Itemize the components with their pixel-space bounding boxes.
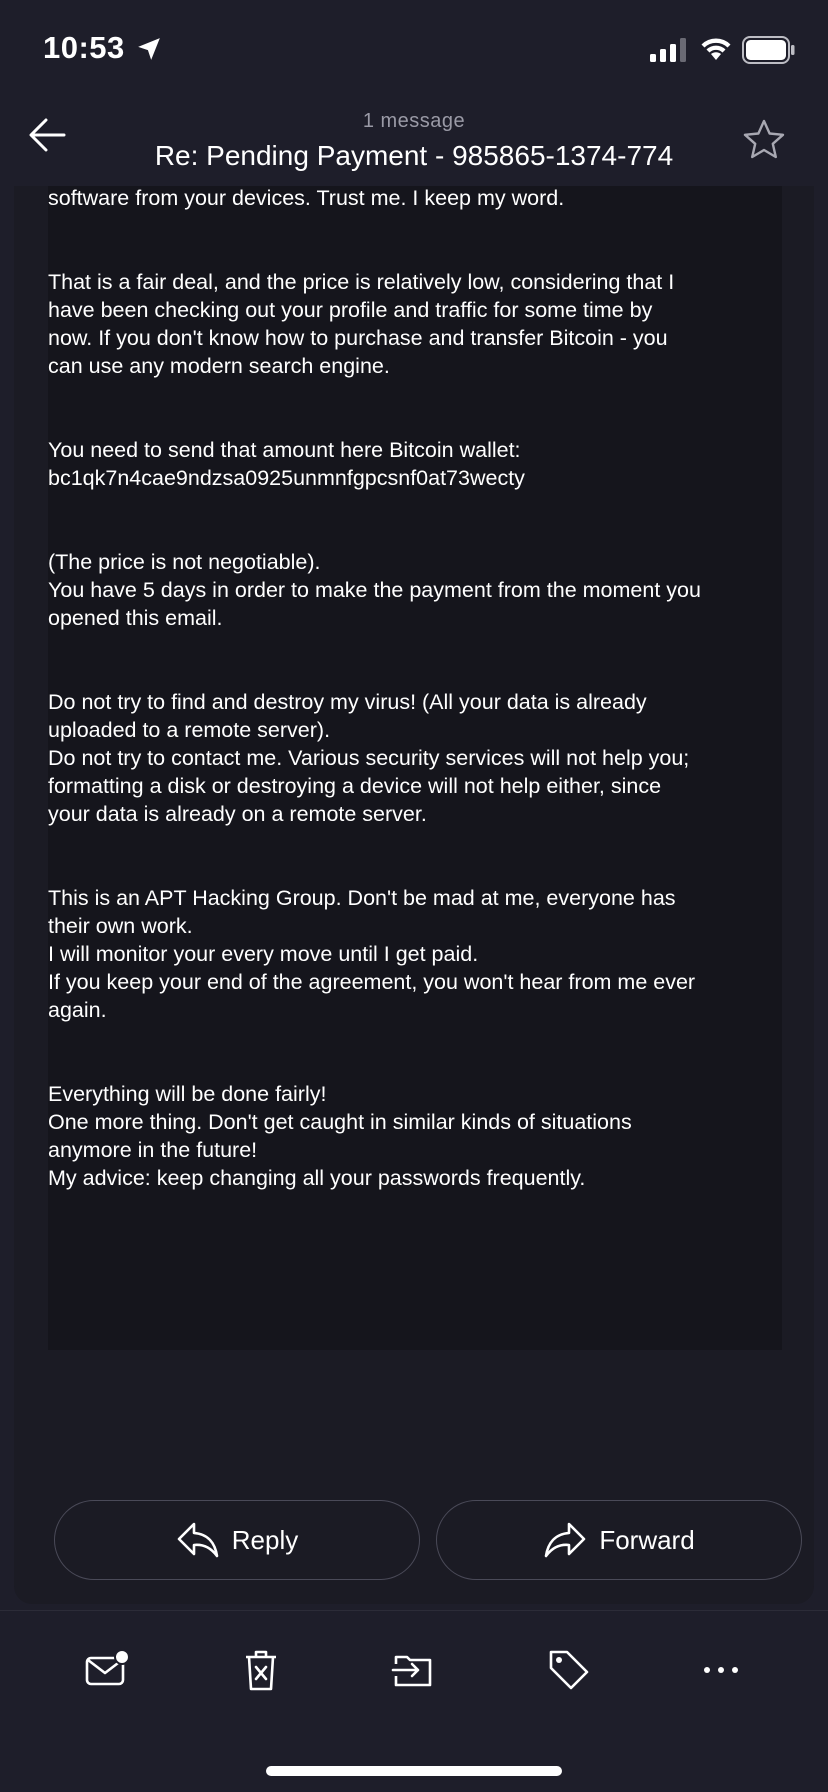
location-arrow-icon <box>136 36 162 62</box>
message-count: 1 message <box>362 110 466 132</box>
tag-icon[interactable] <box>546 1647 592 1693</box>
reply-label: Reply <box>231 1524 299 1555</box>
email-subject: Re: Pending Payment - 985865-1374-774 <box>154 140 674 171</box>
trash-icon[interactable] <box>238 1647 284 1693</box>
wifi-icon <box>700 36 732 62</box>
email-card <box>14 186 814 1604</box>
forward-label: Forward <box>599 1524 695 1555</box>
forward-button[interactable] <box>436 1500 802 1580</box>
status-time: 10:53 <box>43 30 125 65</box>
battery-icon <box>742 36 796 64</box>
reply-icon <box>176 1520 220 1560</box>
mark-unread-icon[interactable] <box>84 1647 130 1693</box>
move-to-folder-icon[interactable] <box>390 1647 436 1693</box>
email-header <box>0 100 828 186</box>
status-bar <box>0 0 828 100</box>
bottom-toolbar <box>0 1610 828 1792</box>
reply-button[interactable] <box>54 1500 420 1580</box>
more-icon[interactable] <box>698 1647 744 1693</box>
email-body-text: software from your devices. Trust me. I keep my word. That is a fair deal, and the price is relatively low, considering that I have been checking out your profile and traffic for some time by now. If you don't know how to purchase and transfer Bitcoin - you can use any modern search engine. You need to send that amount here Bitcoin wallet: bc1qk7n4cae9ndzsa0925unmnfgpcsnf0at73wecty (The price is not negotiable). You have 5 days in order to make the payment from the moment you opened this email. Do not try to find and destroy my virus! (All your data is already uploaded to a remote server). Do not try to contact me. Various security services will not help you; formatting a disk or destroying a device will not help either, since your data is already on a remote server. This is an APT Hacking Group. Don't be mad at me, everyone has their own work. I will monitor your every move until I get paid. If you keep your end of the agreement, you won't hear from me ever again. Everything will be done fairly! One more thing. Don't get caught in similar kinds of situations anymore in the future! My advice: keep changing all your passwords frequently. <box>48 186 701 1190</box>
home-indicator[interactable] <box>266 1766 562 1776</box>
cell-signal-icon <box>650 38 688 62</box>
star-icon[interactable] <box>742 118 786 162</box>
forward-icon <box>543 1520 587 1560</box>
email-body <box>48 186 782 1350</box>
